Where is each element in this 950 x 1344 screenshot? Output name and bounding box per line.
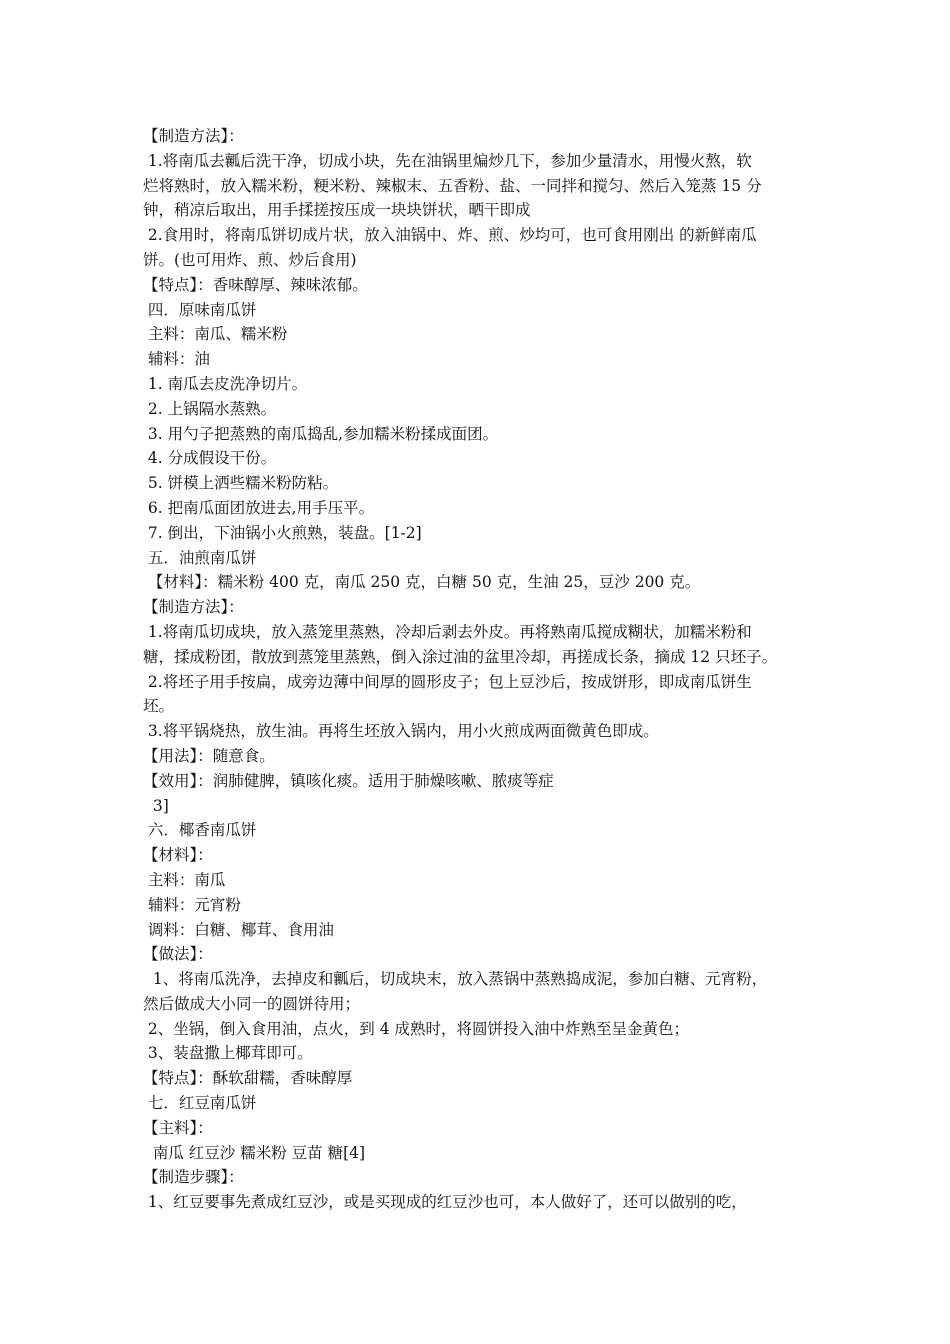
text-line: 六．椰香南瓜饼: [143, 821, 257, 840]
text-line: 【特点】：香味醇厚、辣味浓郁。: [143, 275, 368, 294]
text-line: 1. 南瓜去皮洗净切片。: [143, 374, 308, 393]
text-line: 【特点】：酥软甜糯，香味醇厚: [143, 1069, 353, 1088]
text-line: 5. 饼模上洒些糯米粉防粘。: [143, 474, 339, 493]
text-line: 3.将平锅烧热，放生油。再将生坯放入锅内，用小火煎成两面微黄色即成。: [143, 722, 659, 741]
text-line: 坯。: [143, 697, 175, 716]
text-line: 烂将熟时，放入糯米粉，粳米粉、辣椒末、五香粉、盐、一同拌和搅匀、然后入笼蒸 15 分: [143, 176, 762, 195]
text-line: 然后做成大小同一的圆饼待用；: [143, 994, 361, 1013]
text-line: 1.将南瓜切成块，放入蒸笼里蒸熟，冷却后剥去外皮。再将熟南瓜搅成糊状，加糯米粉和: [143, 622, 752, 641]
text-line: 2.食用时，将南瓜饼切成片状，放入油锅中、炸、煎、炒均可，也可食用刚出 的新鲜南瓜: [143, 226, 757, 245]
text-line: 【制造步骤】：: [143, 1168, 244, 1187]
text-line: 【用法】：随意食。: [143, 746, 275, 765]
text-line: 3. 用勺子把蒸熟的南瓜捣乱,参加糯米粉揉成面团。: [143, 424, 499, 443]
text-line: 【材料】：: [143, 846, 213, 865]
text-line: 五．油煎南瓜饼: [143, 548, 257, 567]
text-line: 【材料】：糯米粉 400 克，南瓜 250 克，白糖 50 克，生油 25，豆沙 200 克。: [143, 573, 701, 592]
text-line: 2. 上锅隔水蒸熟。: [143, 399, 277, 418]
text-line: 3、装盘撒上椰茸即可。: [143, 1044, 313, 1063]
text-line: 【做法】：: [143, 945, 213, 964]
text-line: 7. 倒出，下油锅小火煎熟，装盘。[1-2]: [143, 523, 422, 542]
text-line: 辅料：油: [143, 350, 210, 369]
text-line: 糖，揉成粉团，散放到蒸笼里蒸熟，倒入涂过油的盆里冷却，再搓成长条，摘成 12 只坯子。: [143, 647, 778, 666]
text-line: 【效用】：润肺健脾，镇咳化痰。适用于肺燥咳嗽、脓痰等症: [143, 771, 554, 790]
text-line: 钟，稍凉后取出，用手揉搓按压成一块块饼状，晒干即成: [143, 201, 531, 220]
text-line: 七．红豆南瓜饼: [143, 1094, 257, 1113]
text-line: 2、坐锅，倒入食用油，点火，到 4 成熟时，将圆饼投入油中炸熟至呈金黄色；: [143, 1019, 690, 1038]
text-line: 【主料】：: [143, 1118, 213, 1137]
text-line: 饼。(也可用炸、煎、炒后食用): [143, 250, 357, 269]
document-body: [143, 124, 833, 1215]
text-line: 1、将南瓜洗净，去掉皮和瓤后，切成块末，放入蒸锅中蒸熟捣成泥，参加白糖、元宵粉，: [143, 970, 768, 989]
text-line: 1、红豆要事先煮成红豆沙，或是买现成的红豆沙也可，本人做好了，还可以做别的吃，: [143, 1193, 747, 1212]
text-line: 【制造方法】：: [143, 127, 244, 145]
text-line: 四．原味南瓜饼: [143, 300, 257, 319]
text-line: 【制造方法】：: [143, 598, 244, 617]
text-line: 3]: [143, 796, 169, 815]
text-line: 南瓜 红豆沙 糯米粉 豆苗 糖[4]: [143, 1143, 366, 1162]
text-line: 主料：南瓜: [143, 870, 226, 889]
text-line: 主料：南瓜、糯米粉: [143, 325, 288, 344]
text-line: 辅料：元宵粉: [143, 895, 241, 914]
text-line: 2.将坯子用手按扁，成旁边薄中间厚的圆形皮子；包上豆沙后，按成饼形，即成南瓜饼生: [143, 672, 752, 691]
text-line: 4. 分成假设干份。: [143, 449, 277, 468]
text-line: 6. 把南瓜面团放进去,用手压平。: [143, 498, 375, 517]
text-line: 调料：白糖、椰茸、食用油: [143, 920, 334, 939]
text-line: 1.将南瓜去瓤后洗干净，切成小块，先在油锅里煸炒几下，参加少量清水，用慢火熬，软: [143, 151, 752, 170]
